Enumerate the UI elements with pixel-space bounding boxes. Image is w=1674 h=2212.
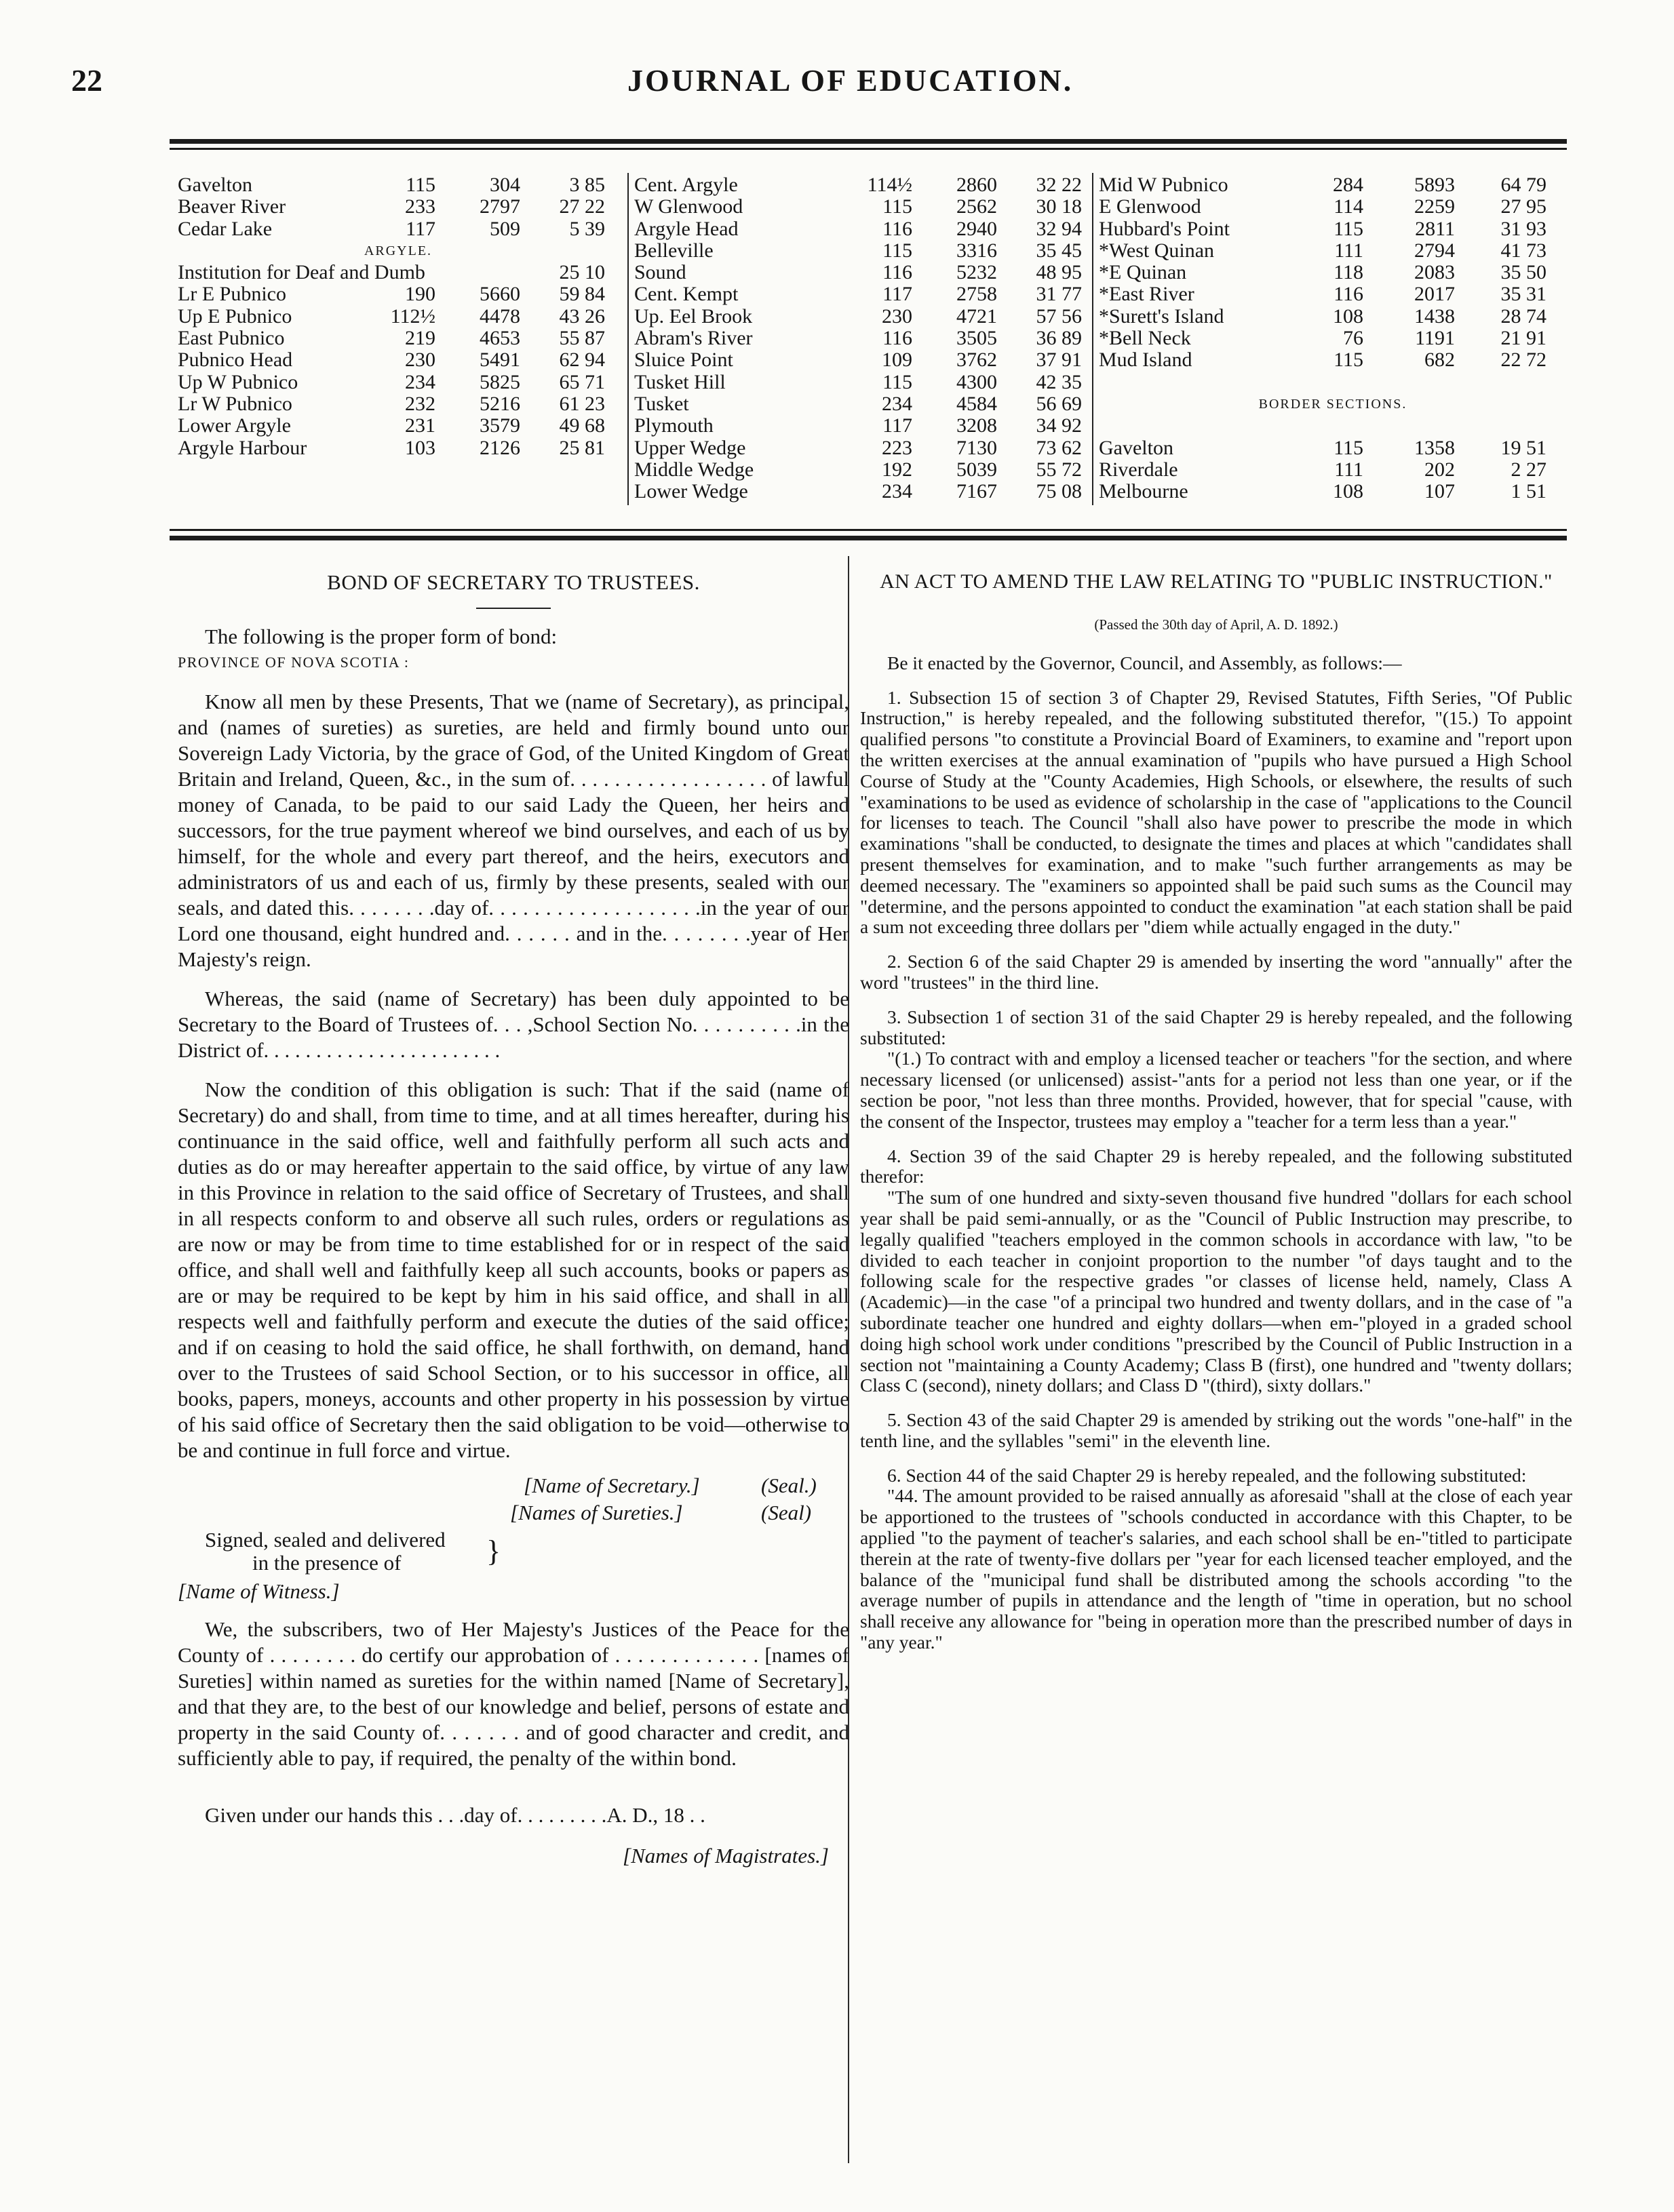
- cell-b: 5825: [480, 370, 520, 393]
- cell-b: 5232: [956, 261, 997, 284]
- table-row: [634, 437, 1085, 459]
- place-name: Up E Pubnico: [178, 304, 292, 328]
- cell-b: 4478: [480, 304, 520, 328]
- table-section-heading: BORDER SECTIONS.: [1258, 396, 1407, 412]
- table-section-heading: ARGYLE.: [364, 243, 433, 258]
- cell-a: 115: [406, 174, 435, 196]
- cell-a: 232: [405, 392, 435, 415]
- cell-a: 112½: [390, 304, 435, 328]
- act-title: AN ACT TO AMEND THE LAW RELATING TO "PUBLIC INSTRUCTION.": [880, 570, 1553, 593]
- cell-b: 2811: [1415, 217, 1455, 240]
- table-row: [178, 328, 619, 349]
- cell-a: 115: [882, 195, 912, 218]
- place-name: *West Quinan: [1099, 239, 1215, 262]
- cell-a: 284: [1333, 174, 1363, 196]
- cell-a: 219: [405, 327, 435, 350]
- cell-c: 25 81: [559, 436, 605, 459]
- magistrates-signature: [Names of Magistrates.]: [623, 1844, 829, 1868]
- cell-a: 223: [882, 436, 912, 459]
- secretary-signature: [Name of Secretary.]: [524, 1474, 700, 1497]
- cell-b: 3762: [956, 349, 997, 372]
- place-name: Riverdale: [1099, 458, 1178, 481]
- place-name: Cent. Argyle: [634, 174, 738, 196]
- cell-c: 75 08: [1036, 480, 1082, 503]
- place-name: Argyle Harbour: [178, 436, 307, 459]
- cell-c: 59 84: [559, 283, 605, 306]
- cell-a: 233: [405, 195, 435, 218]
- place-name: Mid W Pubnico: [1099, 174, 1228, 196]
- place-name: Institution for Deaf and Dumb: [178, 261, 425, 284]
- table-row: [178, 240, 619, 262]
- cell-b: 107: [1424, 480, 1455, 503]
- table-row: [178, 349, 619, 371]
- cell-a: 115: [882, 239, 912, 262]
- place-name: Pubnico Head: [178, 349, 293, 372]
- table-row: [1099, 262, 1567, 283]
- cell-a: 111: [1334, 239, 1363, 262]
- table-row: [1099, 218, 1567, 240]
- bond-article: [178, 570, 849, 1869]
- place-name: Beaver River: [178, 195, 286, 218]
- place-name: East Pubnico: [178, 327, 285, 350]
- table-row: [1099, 240, 1567, 262]
- witness-block: [178, 1527, 849, 1579]
- act-passed: (Passed the 30th day of April, A. D. 1892.): [1094, 616, 1338, 633]
- table-row: [634, 349, 1085, 371]
- place-name: Lower Wedge: [634, 480, 748, 503]
- cell-c: 34 92: [1036, 414, 1082, 437]
- cell-b: 2017: [1414, 283, 1455, 306]
- seal-mark: (Seal.): [761, 1474, 817, 1497]
- cell-a: 234: [882, 392, 912, 415]
- cell-c: 30 18: [1036, 195, 1082, 218]
- cell-a: 230: [405, 349, 435, 372]
- bond-paragraph: Know all men by these Presents, That we (name of Secretary), as principal, and (names of sureties) as sureties, are held and firmly bound unto our Sovereign Lady Victoria, by the grace of God, of the United Kingdom of Great Britain and Ireland, Queen, &c., in the sum of. . . . . . . . . . . . . . . . . . of lawful money of Canada, to be paid to our said Lady the Queen, her heirs and successors, for the true payment whereof we bind ourselves, and each of us by himself, for the whole and every part thereof, and the heirs, executors and administrators of us and each of us, firmly by these presents, sealed with our seals, and dated this. . . . . . . .day of. . . . . . . . . . . . . . . . . . .in the year of our Lord one thousand, eight hundred and. . . . . . and in the. . . . . . . .year of Her Majesty's reign.: [178, 690, 849, 971]
- cell-b: 2126: [480, 436, 520, 459]
- cell-b: 2758: [956, 283, 997, 306]
- signature-line: [178, 1473, 849, 1500]
- cell-c: 61 23: [559, 392, 605, 415]
- cell-b: 5893: [1414, 174, 1455, 196]
- table-row: [634, 459, 1085, 481]
- cell-a: 115: [1334, 349, 1363, 372]
- cell-c: 27 95: [1500, 195, 1546, 218]
- cell-a: 116: [882, 327, 912, 350]
- table-row: [1099, 481, 1567, 502]
- cell-a: 111: [1334, 458, 1363, 481]
- place-name: Middle Wedge: [634, 458, 754, 481]
- place-name: Tusket: [634, 392, 689, 415]
- cell-b: 2940: [956, 217, 997, 240]
- cell-b: 4584: [956, 392, 997, 415]
- bond-paragraph: Now the condition of this obligation is such: That if the said (name of Secretary) do and shall, from time to time, and at all times hereafter, during his continuance in the said office, well and faithfully perform all such acts and duties as do or may hereafter appertain to the said office, by virtue of any law in this Province in relation to the said office of Secretary of Trustees, and shall in all respects conform to and observe all such rules, orders or regulations as are now or may be from time to time established for or in respect of the said office, and shall well and faithfully keep all such accounts, books or papers as are or may be required to be kept by him in his said office, and shall in all respects well and faithfully perform and execute the duties of the said office; and if on ceasing to hold the said office, he shall forthwith, on demand, hand over to the Trustees of said School Section, or to his successor in office, all books, papers, moneys, accounts and other property in his possession by virtue of his said office of Secretary then the said obligation to be void—otherwise to be and continue in full force and virtue.: [178, 1078, 849, 1462]
- table-row: [178, 283, 619, 305]
- place-name: Tusket Hill: [634, 370, 726, 393]
- cell-b: 202: [1424, 458, 1455, 481]
- place-name: Plymouth: [634, 414, 714, 437]
- place-name: Argyle Head: [634, 217, 739, 240]
- place-name: *East River: [1099, 283, 1194, 306]
- title-rule: [476, 608, 551, 609]
- cell-b: 1438: [1414, 304, 1455, 328]
- cell-c: 22 72: [1500, 349, 1546, 372]
- cell-b: 304: [490, 174, 520, 196]
- table-row: [1099, 174, 1567, 196]
- signed-label: Signed, sealed and delivered: [205, 1528, 446, 1552]
- cell-c: 21 91: [1500, 327, 1546, 350]
- table-row: [634, 393, 1085, 415]
- place-name: *E Quinan: [1099, 261, 1187, 284]
- cell-b: 5039: [956, 458, 997, 481]
- cell-c: 31 93: [1500, 217, 1546, 240]
- cell-a: 76: [1343, 327, 1363, 350]
- brace: }: [486, 1535, 501, 1568]
- cell-c: 25 10: [559, 261, 605, 284]
- bond-intro: The following is the proper form of bond:: [205, 625, 558, 648]
- cell-a: 118: [1334, 261, 1363, 284]
- cell-c: 43 26: [559, 304, 605, 328]
- given-line: Given under our hands this . . .day of. . . . . . . . .A. D., 18 . .: [205, 1803, 705, 1827]
- cell-b: 5491: [480, 349, 520, 372]
- cell-b: 1191: [1415, 327, 1455, 350]
- cell-c: 62 94: [559, 349, 605, 372]
- table-column-2: [634, 174, 1085, 502]
- table-bottom-rule: [170, 529, 1567, 531]
- cell-a: 115: [1334, 217, 1363, 240]
- act-section: 4. Section 39 of the said Chapter 29 is hereby repealed, and the following substituted therefor:: [860, 1145, 1572, 1187]
- cell-b: 4721: [956, 304, 997, 328]
- table-row: [178, 306, 619, 328]
- cell-b: 2794: [1414, 239, 1455, 262]
- cell-a: 108: [1333, 480, 1363, 503]
- place-name: Lr E Pubnico: [178, 283, 286, 306]
- cell-b: 3505: [956, 327, 997, 350]
- witness-signature: [Name of Witness.]: [178, 1579, 340, 1603]
- cell-b: 2797: [480, 195, 520, 218]
- cell-c: 3 85: [569, 174, 605, 196]
- place-name: Abram's River: [634, 327, 753, 350]
- cell-a: 190: [405, 283, 435, 306]
- place-name: Cedar Lake: [178, 217, 273, 240]
- cell-c: 35 45: [1036, 239, 1082, 262]
- table-row: [1099, 283, 1567, 305]
- act-section: 6. Section 44 of the said Chapter 29 is hereby repealed, and the following substituted:: [887, 1464, 1527, 1486]
- place-name: Hubbard's Point: [1099, 217, 1230, 240]
- table-row: [634, 372, 1085, 393]
- place-name: Sound: [634, 261, 686, 284]
- cell-c: 35 31: [1500, 283, 1546, 306]
- cell-b: 5660: [480, 283, 520, 306]
- place-name: Mud Island: [1099, 349, 1192, 372]
- top-rule-thin: [170, 148, 1567, 150]
- page-number: 22: [71, 63, 102, 98]
- act-article: [860, 570, 1572, 1653]
- table-row: [634, 306, 1085, 328]
- cell-b: 509: [490, 217, 520, 240]
- cell-c: 1 51: [1511, 480, 1546, 503]
- cell-c: 28 74: [1500, 304, 1546, 328]
- cell-a: 117: [882, 414, 912, 437]
- cell-a: 115: [882, 370, 912, 393]
- cell-a: 114½: [867, 174, 912, 196]
- cell-b: 2562: [956, 195, 997, 218]
- cell-b: 4653: [480, 327, 520, 350]
- cell-a: 116: [882, 217, 912, 240]
- cell-a: 109: [882, 349, 912, 372]
- bond-paragraph: We, the subscribers, two of Her Majesty's Justices of the Peace for the County of . . . . . . . . do certify our approbation of . . . . . . . . . . . . . [names of Sureties] within named as sureties for the within named [Name of Secretary], and that they are, to the best of our knowledge and belief, persons of estate and property in the said County of. . . . . . . and of good character and credit, and sufficiently able to pay, if required, the penalty of the within bond.: [178, 1617, 849, 1770]
- cell-a: 115: [1334, 436, 1363, 459]
- sureties-signature: [Names of Sureties.]: [510, 1501, 683, 1524]
- cell-c: 2 27: [1511, 458, 1546, 481]
- cell-c: 48 95: [1036, 261, 1082, 284]
- province-line: PROVINCE OF NOVA SCOTIA :: [178, 654, 410, 671]
- table-row: [634, 196, 1085, 218]
- place-name: Sluice Point: [634, 349, 733, 372]
- cell-c: 56 69: [1036, 392, 1082, 415]
- place-name: E Glenwood: [1099, 195, 1201, 218]
- act-section-quote: "44. The amount provided to be raised annually as aforesaid "shall at the close of each year be apportioned to the trustees of "schools conducted in accordance with this Chapter, to be applied "to the payment of teacher's salaries, and each school shall be en-"titled to participate therein at the rate of twenty-five dollars per "year for each licensed teacher employed, and the balance of the "municipal fund shall be distributed among the schools according "to the average number of pupils in attendance and the length of "time in operation, but no school shall receive any allowance for "being in operation more than the prescribed number of days in "any year.": [860, 1485, 1572, 1653]
- table-row: [1099, 306, 1567, 328]
- cell-b: 5216: [480, 392, 520, 415]
- seal-mark: (Seal): [761, 1501, 812, 1524]
- table-row: [178, 174, 619, 196]
- place-name: Belleville: [634, 239, 714, 262]
- table-row: [1099, 349, 1567, 371]
- place-name: Melbourne: [1099, 480, 1188, 503]
- table-row: [1099, 415, 1567, 437]
- cell-c: 27 22: [559, 195, 605, 218]
- cell-c: 37 91: [1036, 349, 1082, 372]
- table-row: [1099, 328, 1567, 349]
- cell-a: 103: [405, 436, 435, 459]
- table-divider: [627, 173, 629, 505]
- place-name: Gavelton: [178, 174, 252, 196]
- act-section-quote: "The sum of one hundred and sixty-seven thousand five hundred "dollars for each school year shall be paid semi-annually, or as the "Council of Public Instruction may prescribe, to legally qualified "teachers employed in the common schools in accordance with law, "to be divided to each teacher in conjoint proportion to the number "of days taught and to the following scale for the respective grades "or classes of license held, namely, Class A (Academic)—in the case "of a principal two hundred and twenty dollars, and in the case of "a subordinate teacher one hundred and eighty dollars—when em-"ployed in a graded school doing high school work under conditions "prescribed by the Council of Public Instruction in a section not "maintaining a County Academy; Class B (first), one hundred and "twenty dollars; Class C (second), ninety dollars; and Class D "(third), sixty dollars.": [860, 1187, 1572, 1396]
- table-row: [178, 415, 619, 437]
- table-row: [634, 415, 1085, 437]
- cell-c: 36 89: [1036, 327, 1082, 350]
- cell-a: 117: [406, 217, 435, 240]
- cell-a: 231: [405, 414, 435, 437]
- cell-a: 108: [1333, 304, 1363, 328]
- place-name: *Bell Neck: [1099, 327, 1191, 350]
- table-row: [634, 174, 1085, 196]
- cell-b: 3579: [480, 414, 520, 437]
- table-row: [634, 283, 1085, 305]
- cell-b: 3316: [956, 239, 997, 262]
- table-bottom-rule-thick: [170, 536, 1567, 540]
- cell-c: 5 39: [569, 217, 605, 240]
- act-section: 3. Subsection 1 of section 31 of the said Chapter 29 is hereby repealed, and the following substituted:: [860, 1006, 1572, 1048]
- place-name: *Surett's Island: [1099, 304, 1224, 328]
- table-row: [634, 218, 1085, 240]
- cell-a: 116: [882, 261, 912, 284]
- table-column-1: [178, 174, 619, 459]
- table-column-3: [1099, 174, 1567, 502]
- bond-paragraph: Whereas, the said (name of Secretary) has been duly appointed to be Secretary to the Board of Trustees of. . . ,School Section No. . . . . . . . . .in the District of. . . . . . . . . . . . . . . . . . . . . . .: [178, 987, 849, 1062]
- place-name: Cent. Kempt: [634, 283, 739, 306]
- cell-c: 31 77: [1036, 283, 1082, 306]
- table-row: [1099, 196, 1567, 218]
- cell-a: 114: [1334, 195, 1363, 218]
- table-row: [1099, 372, 1567, 393]
- table-divider: [1092, 173, 1093, 505]
- table-row: [178, 437, 619, 459]
- act-section: 5. Section 43 of the said Chapter 29 is amended by striking out the words "one-half" in the tenth line, and the syllables "semi" in the eleventh line.: [860, 1409, 1572, 1451]
- table-row: [178, 262, 619, 283]
- cell-b: 4300: [956, 370, 997, 393]
- cell-c: 73 62: [1036, 436, 1082, 459]
- cell-a: 116: [1334, 283, 1363, 306]
- cell-b: 1358: [1414, 436, 1455, 459]
- cell-c: 55 72: [1036, 458, 1082, 481]
- cell-a: 192: [882, 458, 912, 481]
- cell-a: 234: [405, 370, 435, 393]
- table-row: [634, 481, 1085, 502]
- cell-a: 117: [882, 283, 912, 306]
- cell-b: 2083: [1414, 261, 1455, 284]
- bond-title: BOND OF SECRETARY TO TRUSTEES.: [327, 570, 700, 594]
- table-row: [178, 196, 619, 218]
- cell-c: 32 22: [1036, 174, 1082, 196]
- place-name: Upper Wedge: [634, 436, 746, 459]
- cell-c: 19 51: [1500, 436, 1546, 459]
- cell-c: 49 68: [559, 414, 605, 437]
- cell-a: 234: [882, 480, 912, 503]
- cell-b: 2860: [956, 174, 997, 196]
- table-row: [1099, 459, 1567, 481]
- place-name: Up. Eel Brook: [634, 304, 753, 328]
- table-row: [1099, 393, 1567, 415]
- presence-label: in the presence of: [252, 1551, 402, 1575]
- table-row: [178, 218, 619, 240]
- table-row: [178, 372, 619, 393]
- cell-b: 3208: [956, 414, 997, 437]
- table-row: [634, 262, 1085, 283]
- place-name: Gavelton: [1099, 436, 1173, 459]
- table-row: [634, 240, 1085, 262]
- place-name: Up W Pubnico: [178, 370, 298, 393]
- cell-a: 230: [882, 304, 912, 328]
- cell-c: 65 71: [559, 370, 605, 393]
- cell-b: 7130: [956, 436, 997, 459]
- cell-c: 41 73: [1500, 239, 1546, 262]
- cell-b: 2259: [1414, 195, 1455, 218]
- cell-c: 55 87: [559, 327, 605, 350]
- signature-line: [178, 1500, 849, 1527]
- journal-title: JOURNAL OF EDUCATION.: [627, 63, 1074, 98]
- cell-c: 32 94: [1036, 217, 1082, 240]
- cell-c: 64 79: [1500, 174, 1546, 196]
- top-rule: [170, 139, 1567, 144]
- cell-c: 42 35: [1036, 370, 1082, 393]
- cell-c: 35 50: [1500, 261, 1546, 284]
- act-section: 2. Section 6 of the said Chapter 29 is amended by inserting the word "annually" after the word "trustees" in the third line.: [860, 951, 1572, 993]
- cell-c: 57 56: [1036, 304, 1082, 328]
- cell-b: 7167: [956, 480, 997, 503]
- cell-b: 682: [1424, 349, 1455, 372]
- act-enacting-clause: Be it enacted by the Governor, Council, and Assembly, as follows:—: [887, 652, 1402, 673]
- act-section-quote: "(1.) To contract with and employ a licensed teacher or teachers "for the section, and where necessary licensed (or unlicensed) assist-"ants for a period not less than one year, or if the section be poor, "not less than three months. Provided, however, that for special "cause, with the consent of the Inspector, trustees may employ a "teacher for a term less than a year.": [860, 1048, 1572, 1132]
- table-row: [1099, 437, 1567, 459]
- act-section: 1. Subsection 15 of section 3 of Chapter 29, Revised Statutes, Fifth Series, "Of Public Instruction," is hereby repealed, and the following substituted therefor, "(15.) To appoint qualified persons "to constitute a Provincial Board of Examiners, to examine and "report upon the written exercises at the annual examination of "pupils who have pursued a High School Course of Study at the "County Academies, High Schools, or elsewhere, the results of such "examinations to be used as evidence of scholarship in the case of "applications to the Council for licenses to teach. The Council "shall also have power to prescribe the mode in which examinations "shall be conducted, to designate the times and places at which "candidates shall present themselves for examination, and to make "such further arrangements as may be deemed necessary. The "examiners so appointed shall be paid such sums as the Council may "determine, and the persons appointed to conduct the examination "at each station shall be paid a sum not exceeding three dollars per "diem while actually engaged in the duty.": [860, 686, 1572, 938]
- table-row: [634, 328, 1085, 349]
- place-name: W Glenwood: [634, 195, 743, 218]
- place-name: Lr W Pubnico: [178, 392, 292, 415]
- table-row: [178, 393, 619, 415]
- place-name: Lower Argyle: [178, 414, 291, 437]
